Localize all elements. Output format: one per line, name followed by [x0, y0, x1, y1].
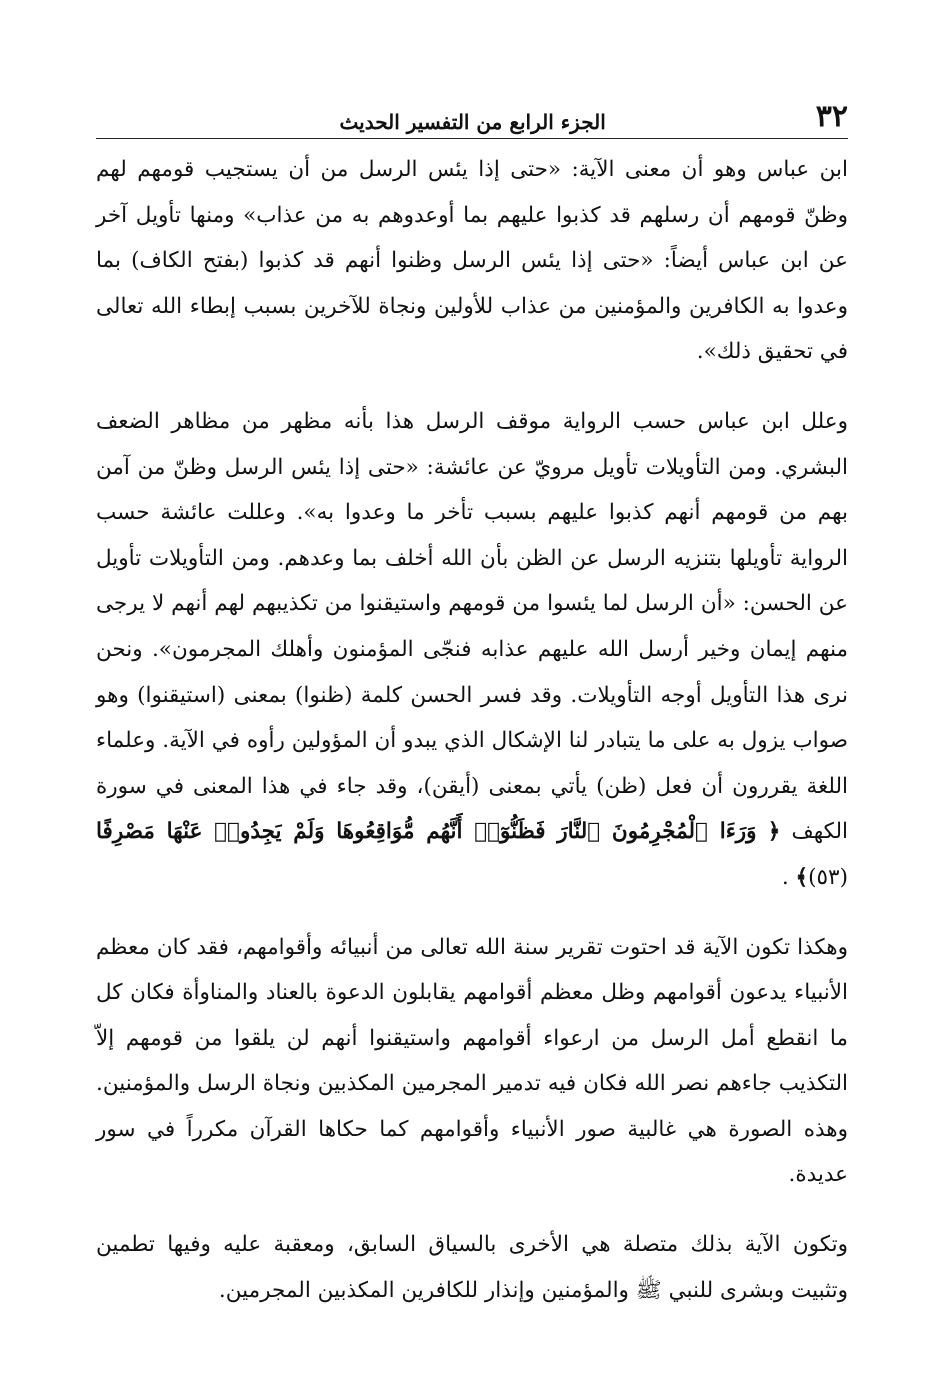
running-title: الجزء الرابع من التفسير الحديث — [339, 110, 606, 134]
page-number: ٣٢ — [815, 99, 848, 134]
paragraph-4: وتكون الآية بذلك متصلة هي الأخرى بالسياق السابق، ومعقبة عليه وفيها تطمين وتثبيت وبشرى للنبي ﷺ والمؤمنين وإنذار للكافرين المكذبين المجرمين. — [96, 1232, 848, 1303]
quran-end-mark: . — [781, 864, 796, 890]
quran-open-bracket: ﴿ — [767, 819, 781, 845]
quran-verse: وَرَءَا ٱلْمُجْرِمُونَ ٱلنَّارَ فَظَنُّوٓا۟ أَنَّهُم مُّوَاقِعُوهَا وَلَمْ يَجِدُوا۟ عَنْهَا مَصْرِفًا — [96, 819, 757, 845]
document-page — [96, 88, 848, 1313]
quran-close-bracket: ﴾ — [795, 864, 809, 890]
paragraph-1: ابن عباس وهو أن معنى الآية: «حتى إذا يئس الرسل من أن يستجيب قومهم لهم وظنّ قومهم أن رسلهم قد كذبوا عليهم بما أوعدوهم به من عذاب» ومنها تأويل آخر عن ابن عباس أيضاً: «حتى إذا يئس الرسل وظنوا أنهم قد كذبوا (بفتح الكاف) بما وعدوا به الكافرين والمؤمنين من عذاب للأولين ونجاة للآخرين بسبب إبطاء الله تعالى في تحقيق ذلك». — [96, 157, 848, 365]
paragraph-2-text: وعلل ابن عباس حسب الرواية موقف الرسل هذا بأنه مظهر من مظاهر الضعف البشري. ومن التأويلات تأويل مرويّ عن عائشة: «حتى إذا يئس الرسل وظنّ من آمن بهم من قومهم أنهم كذبوا عليهم بسبب تأخر ما وعدوا به». وعللت عائشة حسب الرواية تأويلها بتنزيه الرسل عن الظن بأن الله أخلف بما وعدهم. ومن التأويلات تأويل عن الحسن: «أن الرسل لما يئسوا من قومهم واستيقنوا من تكذيبهم لهم أنهم لا يرجى منهم إيمان وخير أرسل الله عليهم عذابه فنجّى المؤمنون وأهلك المجرمون». ونحن نرى هذا التأويل أوجه التأويلات. وقد فسر الحسن كلمة (ظنوا) بمعنى (استيقنوا) وهو صواب يزول به على ما يتبادر لنا الإشكال الذي يبدو أن المؤولين رأوه في الآية. وعلماء اللغة يقررون أن فعل (ظن) يأتي بمعنى (أيقن)، وقد جاء في هذا المعنى في سورة الكهف — [96, 408, 849, 845]
paragraph-2 — [96, 399, 848, 901]
verse-number: (٥٣) — [808, 864, 848, 890]
page-header — [96, 88, 848, 139]
paragraph-3: وهكذا تكون الآية قد احتوت تقرير سنة الله تعالى من أنبيائه وأقوامهم، فقد كان معظم الأنبياء يدعون أقوامهم وظل معظم أقوامهم يقابلون الدعوة بالعناد والمناوأة فكان كل ما انقطع أمل الرسل من ارعواء أقوامهم واستيقنوا أنهم لن يلقوا من قومهم إلاّ التكذيب جاءهم نصر الله فكان فيه تدمير المجرمين المكذبين ونجاة الرسل والمؤمنين. وهذه الصورة هي غالبية صور الأنبياء وأقوامهم كما حكاها القرآن مكرراً في سور عديدة. — [96, 934, 848, 1188]
page-body — [96, 147, 848, 1313]
